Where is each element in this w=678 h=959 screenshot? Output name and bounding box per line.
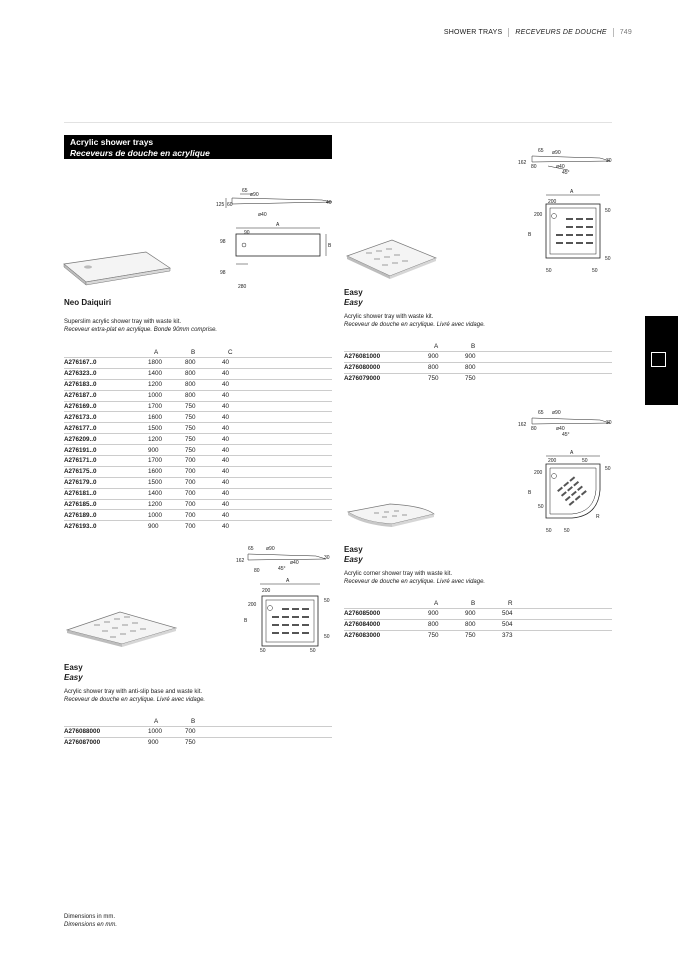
easy2-dim-200b: 200 (248, 602, 257, 608)
dimension-cell: 40 (220, 488, 257, 499)
dimension-cell: 1600 (146, 466, 183, 477)
dimension-cell: 504 (500, 619, 537, 630)
dimension-cell: 900 (463, 609, 500, 620)
table-row (344, 362, 612, 373)
table-header-blank (64, 347, 146, 358)
section-banner (64, 135, 332, 159)
corner-title-en: Easy (344, 545, 363, 554)
chapter-tab-square-icon (651, 352, 666, 367)
easy-corner-description (344, 570, 485, 586)
dimension-cell: 700 (183, 510, 220, 521)
dimension-cell: 40 (220, 368, 257, 379)
product-code-cell: A276171..0 (64, 456, 146, 467)
table-row (64, 510, 332, 521)
dimension-cell: 700 (183, 488, 220, 499)
easy2-dim-65: 65 (248, 546, 254, 552)
dimension-cell: 1800 (146, 358, 183, 369)
table-header-row (64, 716, 332, 727)
dimension-cell: 504 (500, 609, 537, 620)
corner-dim-200a: 200 (548, 458, 557, 464)
product-code-cell: A276187..0 (64, 390, 146, 401)
footer-note-fr: Dimensions en mm. (64, 922, 118, 928)
corner-dim-b: B (528, 490, 532, 496)
dimension-cell: 800 (426, 362, 463, 373)
page-header (438, 28, 632, 37)
row-filler-cell (257, 445, 332, 456)
dimension-cell: 1700 (146, 456, 183, 467)
corner-dim-200b: 200 (534, 470, 543, 476)
corner-title-fr: Easy (344, 555, 363, 564)
table-row (64, 423, 332, 434)
neo-title-text: Neo Daiquiri (64, 298, 112, 307)
easy1-dim-50b: 50 (605, 256, 611, 262)
row-filler-cell (220, 737, 332, 747)
dimension-cell: 800 (183, 358, 220, 369)
corner-dim-65: 65 (538, 410, 544, 416)
corner-dim-50d: 50 (546, 528, 552, 534)
easy2-title (64, 663, 83, 683)
easy2-dim-45: 45° (278, 566, 286, 572)
corner-dim-45: 45° (562, 432, 570, 438)
section-title-fr: RECEVEURS DE DOUCHE (515, 29, 607, 36)
dimension-cell: 900 (426, 609, 463, 620)
dimension-cell: 1200 (146, 434, 183, 445)
dimension-cell: 1700 (146, 401, 183, 412)
neo-desc-fr: Receveur extra-plat en acrylique. Bonde 90mm comprise. (64, 327, 218, 333)
row-filler-cell (257, 466, 332, 477)
product-code-cell: A276087000 (64, 737, 146, 747)
table-row (344, 352, 612, 363)
easy2-dim-162: 162 (236, 558, 245, 564)
dimension-cell: 40 (220, 499, 257, 510)
row-filler-cell (257, 521, 332, 531)
easy2-dim-b: B (244, 618, 248, 624)
dimension-cell: 900 (146, 445, 183, 456)
neo-daiquiri-product-image (62, 250, 172, 290)
easy1-dim-50c: 50 (546, 268, 552, 274)
neo-dim-60: 60 (227, 202, 233, 208)
neo-daiquiri-spec-table (64, 347, 332, 531)
easy1-dim-b: B (528, 232, 532, 238)
dimension-cell: 700 (183, 477, 220, 488)
table-row (344, 619, 612, 630)
product-code-cell: A276179..0 (64, 477, 146, 488)
neo-dim-b: B (328, 243, 332, 249)
table-row (64, 434, 332, 445)
table-header-blank (344, 341, 426, 352)
dimension-cell: 750 (463, 630, 500, 640)
column-header: R (508, 599, 513, 607)
easy-rect-product-image (64, 608, 179, 650)
neo-dim-a: A (276, 222, 280, 228)
easy2-description (64, 688, 205, 704)
product-code-cell: A276193..0 (64, 521, 146, 531)
chapter-side-tab (645, 316, 678, 405)
dimension-cell: 40 (220, 477, 257, 488)
product-code-cell: A276088000 (64, 727, 146, 738)
easy-corner-product-image (344, 500, 439, 530)
dimension-cell: 750 (426, 373, 463, 383)
product-code-cell: A276081000 (344, 352, 426, 363)
column-header: B (191, 717, 196, 725)
dimension-cell: 40 (220, 401, 257, 412)
easy1-dim-45: 45° (562, 170, 570, 176)
table-row (64, 358, 332, 369)
corner-desc-en: Acrylic corner shower tray with waste kit. (344, 571, 453, 577)
row-filler-cell (500, 352, 612, 363)
dimension-cell: 750 (183, 737, 220, 747)
table-header-row (344, 598, 612, 609)
banner-title-fr: Receveurs de douche en acrylique (70, 148, 210, 158)
neo-daiquiri-description (64, 318, 217, 334)
row-filler-cell (257, 401, 332, 412)
corner-dim-50c: 50 (538, 504, 544, 510)
dimension-cell: 40 (220, 456, 257, 467)
row-filler-cell (257, 379, 332, 390)
product-code-cell: A276169..0 (64, 401, 146, 412)
corner-dim-50b: 50 (605, 466, 611, 472)
dimension-cell: 40 (220, 510, 257, 521)
product-code-cell: A276177..0 (64, 423, 146, 434)
row-filler-cell (257, 423, 332, 434)
dimension-cell: 700 (183, 521, 220, 531)
dimension-cell: 700 (183, 499, 220, 510)
table-row (64, 727, 332, 738)
easy1-dim-162: 162 (518, 160, 527, 166)
corner-dim-80: 80 (531, 426, 537, 432)
table-row (64, 412, 332, 423)
easy1-desc-fr: Receveur de douche en acrylique. Livré avec vidage. (344, 322, 486, 328)
row-filler-cell (257, 510, 332, 521)
dimension-cell: 750 (183, 434, 220, 445)
table-row (64, 401, 332, 412)
column-header: A (154, 717, 159, 725)
row-filler-cell (257, 390, 332, 401)
product-code-cell: A276181..0 (64, 488, 146, 499)
table-row (64, 737, 332, 747)
column-header: B (191, 348, 196, 356)
row-filler-cell (257, 477, 332, 488)
easy1-dim-200b: 200 (534, 212, 543, 218)
dimension-cell: 1400 (146, 368, 183, 379)
footer-note-en: Dimensions in mm. (64, 914, 116, 920)
easy-corner-title (344, 545, 363, 565)
table-row (64, 390, 332, 401)
easy1-dim-90: ø90 (552, 150, 561, 156)
row-filler-cell (257, 358, 332, 369)
dimension-cell: 1000 (146, 510, 183, 521)
dimension-cell: 1500 (146, 477, 183, 488)
dimension-cell: 900 (146, 521, 183, 531)
table-header-blank (64, 716, 146, 727)
dimension-cell: 900 (463, 352, 500, 363)
table-row (344, 373, 612, 383)
easy2-dim-50c: 50 (260, 648, 266, 654)
dimension-cell: 40 (220, 379, 257, 390)
dimension-cell: 800 (463, 619, 500, 630)
corner-dim-50e: 50 (564, 528, 570, 534)
dimension-cell: 40 (220, 390, 257, 401)
column-header: B (471, 342, 476, 350)
easy2-dim-200a: 200 (262, 588, 271, 594)
product-code-cell: A276084000 (344, 619, 426, 630)
neo-desc-en: Superslim acrylic shower tray with waste kit. (64, 319, 182, 325)
row-filler-cell (537, 630, 612, 640)
easy1-dim-50d: 50 (592, 268, 598, 274)
row-filler-cell (257, 368, 332, 379)
table-row (344, 630, 612, 640)
dimension-cell: 750 (183, 423, 220, 434)
dimension-cell: 750 (426, 630, 463, 640)
easy2-desc-en: Acrylic shower tray with anti-slip base and waste kit. (64, 689, 203, 695)
dimension-cell: 40 (220, 358, 257, 369)
dimension-cell: 800 (183, 390, 220, 401)
table-header-row (64, 347, 332, 358)
corner-dim-30: 30 (606, 420, 612, 426)
easy1-title (344, 288, 363, 308)
table-header-row (344, 341, 612, 352)
product-code-cell: A276079000 (344, 373, 426, 383)
easy1-dim-80: 80 (531, 164, 537, 170)
easy-square-product-image (344, 238, 439, 280)
dimension-cell: 750 (183, 412, 220, 423)
row-filler-cell (257, 456, 332, 467)
neo-dim-40: ø40 (258, 212, 267, 218)
dimension-cell: 750 (183, 401, 220, 412)
neo-dim-c: 40 (326, 200, 332, 206)
product-code-cell: A276080000 (344, 362, 426, 373)
dimension-cell: 1500 (146, 423, 183, 434)
easy2-dim-50a: 50 (324, 598, 330, 604)
table-row (64, 445, 332, 456)
easy1-title-fr: Easy (344, 298, 363, 307)
page-number: 749 (619, 29, 632, 36)
neo-dim-65: 65 (242, 188, 248, 194)
header-rule (64, 122, 612, 123)
column-header: B (471, 599, 476, 607)
easy2-desc-fr: Receveur de douche en acrylique. Livré avec vidage. (64, 697, 206, 703)
banner-title-en: Acrylic shower trays (70, 137, 154, 147)
easy2-dim-40: ø40 (290, 560, 299, 566)
dimension-cell: 373 (500, 630, 537, 640)
dimension-cell: 800 (463, 362, 500, 373)
table-row (64, 456, 332, 467)
neo-daiquiri-title (64, 298, 111, 308)
easy2-dim-80: 80 (254, 568, 260, 574)
product-code-cell: A276083000 (344, 630, 426, 640)
table-row (344, 609, 612, 620)
easy-square-technical-drawing (518, 146, 618, 274)
column-header: C (228, 348, 233, 356)
table-row (64, 368, 332, 379)
easy1-description (344, 313, 485, 329)
dimension-cell: 700 (183, 466, 220, 477)
neo-dim-98a: 98 (220, 239, 226, 245)
neo-dim-125: 125 (216, 202, 225, 208)
neo-dim-90b: 90 (244, 230, 250, 236)
neo-dim-280: 280 (238, 284, 247, 290)
product-code-cell: A276185..0 (64, 499, 146, 510)
easy2-dim-a: A (286, 578, 290, 584)
corner-dim-a: A (570, 450, 574, 456)
table-header-filler (220, 716, 332, 727)
easy-corner-technical-drawing (518, 404, 618, 536)
easy2-title-en: Easy (64, 663, 83, 672)
dimension-cell: 800 (183, 368, 220, 379)
table-header-filler (500, 341, 612, 352)
easy1-dim-200a: 200 (548, 199, 557, 205)
row-filler-cell (500, 373, 612, 383)
dimension-cell: 40 (220, 445, 257, 456)
table-header-filler (257, 347, 332, 358)
section-title-en: SHOWER TRAYS (443, 29, 503, 36)
product-code-cell: A276183..0 (64, 379, 146, 390)
easy2-dim-50d: 50 (310, 648, 316, 654)
dimension-cell: 700 (183, 456, 220, 467)
corner-dim-50a: 50 (582, 458, 588, 464)
table-row (64, 521, 332, 531)
row-filler-cell (257, 488, 332, 499)
corner-dim-162: 162 (518, 422, 527, 428)
row-filler-cell (220, 727, 332, 738)
row-filler-cell (537, 609, 612, 620)
dimension-cell: 40 (220, 466, 257, 477)
dimension-cell: 40 (220, 423, 257, 434)
easy1-dim-65: 65 (538, 148, 544, 154)
dimension-cell: 800 (426, 619, 463, 630)
neo-dim-98b: 98 (220, 270, 226, 276)
dimension-cell: 1000 (146, 727, 183, 738)
table-row (64, 488, 332, 499)
column-header: A (434, 342, 439, 350)
dimension-cell: 1000 (146, 390, 183, 401)
table-header-filler (537, 598, 612, 609)
dimension-cell: 40 (220, 412, 257, 423)
row-filler-cell (257, 434, 332, 445)
easy1-title-en: Easy (344, 288, 363, 297)
product-code-cell: A276175..0 (64, 466, 146, 477)
table-row (64, 466, 332, 477)
dimension-cell: 800 (183, 379, 220, 390)
dimension-cell: 1400 (146, 488, 183, 499)
easy2-spec-table (64, 716, 332, 748)
easy-corner-spec-table (344, 598, 612, 641)
easy2-dim-90: ø90 (266, 546, 275, 552)
column-header: A (434, 599, 439, 607)
row-filler-cell (537, 619, 612, 630)
product-code-cell: A276323..0 (64, 368, 146, 379)
dimension-cell: 750 (183, 445, 220, 456)
row-filler-cell (500, 362, 612, 373)
easy1-desc-en: Acrylic shower tray with waste kit. (344, 314, 434, 320)
corner-desc-fr: Receveur de douche en acrylique. Livré avec vidage. (344, 579, 486, 585)
easy1-dim-a: A (570, 189, 574, 195)
easy2-title-fr: Easy (64, 673, 83, 682)
column-header: A (154, 348, 159, 356)
easy-rect-technical-drawing (234, 544, 334, 656)
easy1-dim-50a: 50 (605, 208, 611, 214)
corner-dim-40: ø40 (556, 426, 565, 432)
product-code-cell: A276191..0 (64, 445, 146, 456)
table-row (64, 477, 332, 488)
row-filler-cell (257, 499, 332, 510)
easy1-dim-40: ø40 (556, 164, 565, 170)
table-row (64, 379, 332, 390)
product-code-cell: A276189..0 (64, 510, 146, 521)
easy2-dim-30: 30 (324, 555, 330, 561)
easy1-spec-table (344, 341, 612, 384)
neo-dim-90: ø90 (250, 192, 259, 198)
table-header-blank (344, 598, 426, 609)
table-row (64, 499, 332, 510)
dimension-cell: 700 (183, 727, 220, 738)
product-code-cell: A276085000 (344, 609, 426, 620)
dimension-cell: 1600 (146, 412, 183, 423)
corner-dim-r: R (596, 514, 600, 520)
row-filler-cell (257, 412, 332, 423)
dimension-cell: 40 (220, 434, 257, 445)
dimension-cell: 900 (146, 737, 183, 747)
dimension-cell: 750 (463, 373, 500, 383)
product-code-cell: A276209..0 (64, 434, 146, 445)
product-code-cell: A276167..0 (64, 358, 146, 369)
easy2-dim-50b: 50 (324, 634, 330, 640)
neo-daiquiri-technical-drawing (218, 188, 338, 288)
product-code-cell: A276173..0 (64, 412, 146, 423)
dimension-cell: 1200 (146, 499, 183, 510)
dimension-cell: 900 (426, 352, 463, 363)
dimension-cell: 1200 (146, 379, 183, 390)
corner-dim-90: ø90 (552, 410, 561, 416)
easy1-dim-30: 30 (606, 158, 612, 164)
dimension-cell: 40 (220, 521, 257, 531)
footer-note (64, 913, 117, 929)
